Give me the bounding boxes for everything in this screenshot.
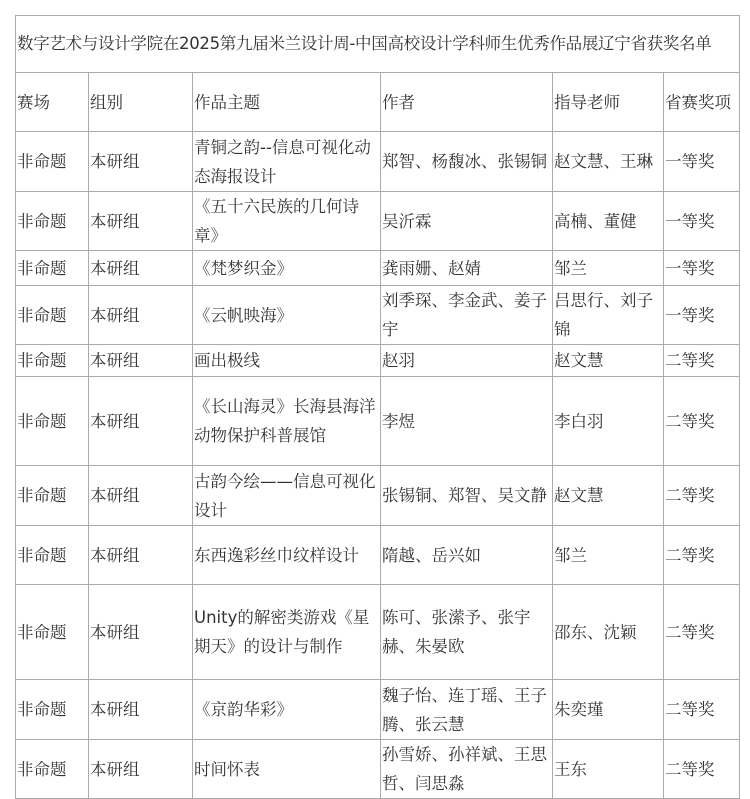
cell-author: 吴沂霖 bbox=[381, 192, 553, 251]
cell-venue: 非命题 bbox=[16, 466, 89, 526]
cell-author: 刘季琛、李金武、姜子宇 bbox=[381, 286, 553, 345]
cell-venue: 非命题 bbox=[16, 192, 89, 251]
cell-advisor: 赵文慧、王琳 bbox=[553, 132, 664, 192]
header-award: 省赛奖项 bbox=[664, 73, 740, 132]
cell-award: 二等奖 bbox=[664, 377, 740, 466]
cell-venue: 非命题 bbox=[16, 286, 89, 345]
header-work: 作品主题 bbox=[193, 73, 381, 132]
cell-work: 《梵梦织金》 bbox=[193, 251, 381, 286]
award-table bbox=[15, 15, 740, 799]
cell-advisor: 吕思行、刘子锦 bbox=[553, 286, 664, 345]
cell-award: 二等奖 bbox=[664, 345, 740, 377]
cell-group: 本研组 bbox=[89, 251, 193, 286]
cell-work: 《长山海灵》长海县海洋动物保护科普展馆 bbox=[193, 377, 381, 466]
table-row bbox=[16, 132, 740, 192]
cell-venue: 非命题 bbox=[16, 680, 89, 740]
cell-work: 青铜之韵--信息可视化动态海报设计 bbox=[193, 132, 381, 192]
cell-work: 画出极线 bbox=[193, 345, 381, 377]
cell-work: 古韵今绘——信息可视化设计 bbox=[193, 466, 381, 526]
cell-group: 本研组 bbox=[89, 132, 193, 192]
cell-author: 隋越、岳兴如 bbox=[381, 526, 553, 585]
cell-award: 二等奖 bbox=[664, 680, 740, 740]
header-advisor: 指导老师 bbox=[553, 73, 664, 132]
cell-award: 二等奖 bbox=[664, 740, 740, 799]
cell-advisor: 王东 bbox=[553, 740, 664, 799]
header-row bbox=[16, 73, 740, 132]
table-row bbox=[16, 192, 740, 251]
cell-author: 魏子怡、连丁瑶、王子腾、张云慧 bbox=[381, 680, 553, 740]
cell-venue: 非命题 bbox=[16, 345, 89, 377]
header-author: 作者 bbox=[381, 73, 553, 132]
cell-work: 东西逸彩丝巾纹样设计 bbox=[193, 526, 381, 585]
table-row bbox=[16, 680, 740, 740]
table-row bbox=[16, 526, 740, 585]
table-row bbox=[16, 251, 740, 286]
cell-author: 张锡铜、郑智、吴文静 bbox=[381, 466, 553, 526]
cell-venue: 非命题 bbox=[16, 377, 89, 466]
cell-venue: 非命题 bbox=[16, 740, 89, 799]
cell-venue: 非命题 bbox=[16, 251, 89, 286]
cell-award: 一等奖 bbox=[664, 251, 740, 286]
cell-advisor: 赵文慧 bbox=[553, 466, 664, 526]
cell-group: 本研组 bbox=[89, 286, 193, 345]
cell-venue: 非命题 bbox=[16, 526, 89, 585]
cell-author: 赵羽 bbox=[381, 345, 553, 377]
cell-author: 龚雨姗、赵婧 bbox=[381, 251, 553, 286]
table-row bbox=[16, 345, 740, 377]
cell-group: 本研组 bbox=[89, 585, 193, 680]
cell-work: 时间怀表 bbox=[193, 740, 381, 799]
cell-author: 孙雪娇、孙祥斌、王思哲、闫思淼 bbox=[381, 740, 553, 799]
cell-award: 一等奖 bbox=[664, 192, 740, 251]
cell-award: 二等奖 bbox=[664, 585, 740, 680]
cell-venue: 非命题 bbox=[16, 132, 89, 192]
table-row bbox=[16, 466, 740, 526]
cell-group: 本研组 bbox=[89, 680, 193, 740]
cell-award: 二等奖 bbox=[664, 526, 740, 585]
cell-award: 一等奖 bbox=[664, 286, 740, 345]
cell-author: 郑智、杨馥冰、张锡铜 bbox=[381, 132, 553, 192]
cell-group: 本研组 bbox=[89, 526, 193, 585]
cell-advisor: 邵东、沈颖 bbox=[553, 585, 664, 680]
cell-award: 二等奖 bbox=[664, 466, 740, 526]
header-venue: 赛场 bbox=[16, 73, 89, 132]
cell-work: 《云帆映海》 bbox=[193, 286, 381, 345]
table-row bbox=[16, 286, 740, 345]
cell-author: 陈可、张潆予、张宇赫、朱晏欧 bbox=[381, 585, 553, 680]
cell-advisor: 邹兰 bbox=[553, 251, 664, 286]
table-title: 数字艺术与设计学院在2025第九届米兰设计周-中国高校设计学科师生优秀作品展辽宁省获奖名单 bbox=[16, 16, 740, 73]
cell-venue: 非命题 bbox=[16, 585, 89, 680]
cell-author: 李煜 bbox=[381, 377, 553, 466]
cell-group: 本研组 bbox=[89, 345, 193, 377]
cell-award: 一等奖 bbox=[664, 132, 740, 192]
cell-group: 本研组 bbox=[89, 466, 193, 526]
cell-advisor: 邹兰 bbox=[553, 526, 664, 585]
cell-work: Unity的解密类游戏《星期天》的设计与制作 bbox=[193, 585, 381, 680]
title-row bbox=[16, 16, 740, 73]
cell-work: 《五十六民族的几何诗章》 bbox=[193, 192, 381, 251]
cell-group: 本研组 bbox=[89, 377, 193, 466]
cell-advisor: 高楠、董健 bbox=[553, 192, 664, 251]
cell-group: 本研组 bbox=[89, 740, 193, 799]
table-row bbox=[16, 377, 740, 466]
table-row bbox=[16, 740, 740, 799]
header-group: 组别 bbox=[89, 73, 193, 132]
cell-work: 《京韵华彩》 bbox=[193, 680, 381, 740]
cell-advisor: 赵文慧 bbox=[553, 345, 664, 377]
cell-advisor: 朱奕瑾 bbox=[553, 680, 664, 740]
table-row bbox=[16, 585, 740, 680]
cell-group: 本研组 bbox=[89, 192, 193, 251]
cell-advisor: 李白羽 bbox=[553, 377, 664, 466]
